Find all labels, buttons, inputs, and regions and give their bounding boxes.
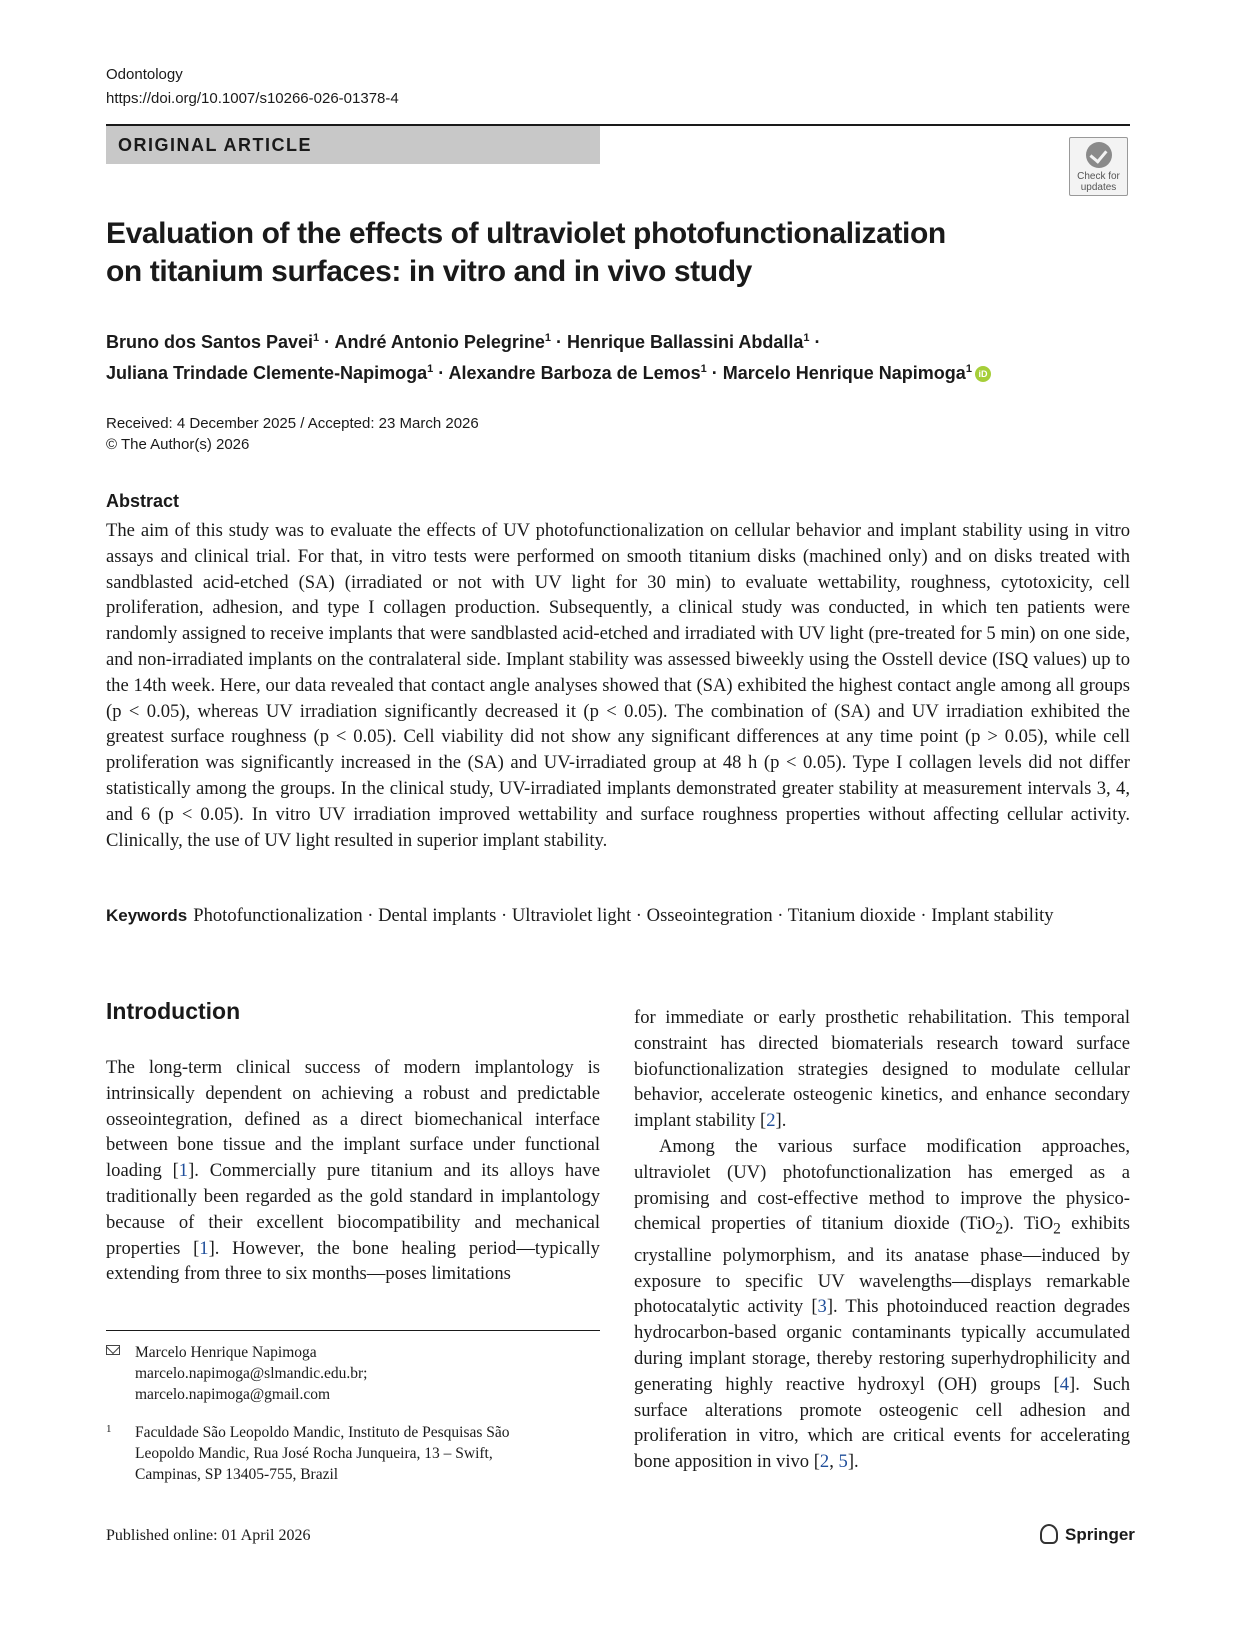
springer-horse-icon [1040,1524,1058,1544]
citation-link[interactable]: 3 [817,1296,827,1318]
affiliation-line: Leopoldo Mandic, Rua José Rocha Junqueira, 13 – Swift, [135,1445,493,1462]
keywords [106,903,1130,929]
author-name[interactable]: Alexandre Barboza de Lemos [448,363,701,383]
title-line-1: Evaluation of the effects of ultraviolet photofunctionalization [106,217,946,250]
author-affil-mark: 1 [313,332,320,344]
subscript: 2 [1053,1221,1061,1239]
author-affil-mark: 1 [544,332,551,344]
corresponding-author-name: Marcelo Henrique Napimoga [135,1344,317,1361]
author-list [106,325,1106,387]
orcid-icon[interactable]: iD [975,366,991,382]
badge-text-line1: Check for [1077,171,1120,182]
doi-link[interactable]: https://doi.org/10.1007/s10266-026-01378-4 [106,90,399,107]
text-run: ]. Commercially pure titanium and its alloys have traditionally been regarded as the gold standard in implantology because of their excellent biocompatibility and mechanical properties [ [106,1160,600,1259]
text-run: exhibits crystalline polymorphism, and its anatase phase—induced by exposure to specific UV wavelengths—displays remarkable photocatalytic activity [ [634,1213,1131,1318]
copyright-notice: © The Author(s) 2026 [106,436,250,453]
article-dates [106,413,479,455]
author-affil-mark: 1 [965,363,972,375]
corresponding-email-2[interactable]: marcelo.napimoga@gmail.com [135,1386,331,1403]
affiliation-number: 1 [106,1423,112,1435]
intro-paragraph-1 [106,1055,600,1287]
text-run: ]. This photoinduced reaction degrades hydrocarbon-based organic contaminants typically accumulated during implant storage, thereby restoring superhydrophilicity and generating highly reactive hydroxyl (OH) groups [ [634,1296,1130,1395]
author-affil-mark: 1 [803,332,810,344]
published-online-date: Published online: 01 April 2026 [106,1527,311,1544]
text-run: ]. [847,1451,859,1473]
author-separator: · [706,363,723,383]
citation-link[interactable]: 2 [766,1110,776,1132]
author-name[interactable]: Henrique Ballassini Abdalla [566,332,804,352]
publisher-logo [1040,1524,1135,1545]
keywords-list: Photofunctionalization · Dental implants · Ultraviolet light · Osseointegration · Titanium dioxide · Implant stability [193,905,1054,926]
author-name[interactable]: Juliana Trindade Clemente-Napimoga [106,363,428,383]
abstract-heading: Abstract [106,491,180,511]
text-run: , [829,1451,839,1473]
text-run: ). TiO [1003,1213,1054,1235]
introduction-heading: Introduction [106,998,241,1024]
text-run: ]. However, the bone healing period—typically extending from three to six months—poses limitations [106,1237,600,1285]
affiliation-line: Faculdade São Leopoldo Mandic, Instituto de Pesquisas São [135,1424,510,1441]
author-name[interactable]: Marcelo Henrique Napimoga [722,363,966,383]
text-run: Among the various surface modification approaches, ultraviolet (UV) photofunctionalization has emerged as a promising and cost-effective method to improve the physico-chemical properties of titanium dioxide (TiO [634,1135,1130,1235]
author-separator: · [433,363,449,383]
abstract-text: The aim of this study was to evaluate the effects of UV photofunctionalization on cellular behavior and implant stability using in vitro assays and clinical trial. For that, in vitro tests were performed on smooth titanium disks (machined only) and on disks treated with sandblasted acid-etched (SA) (irradiated or not with UV light for 30 min) to evaluate wettability, roughness, cytotoxicity, cell proliferation, adhesion, and type I collagen production. Subsequently, a clinical study was conducted, in which ten patients were randomly assigned to receive implants that were sandblasted acid-etched and irradiated with UV light (pre-treated for 5 min) on one side, and non-irradiated implants on the contralateral side. Implant stability was assessed biweekly using the Osstell device (ISQ values) up to the 14th week. Here, our data revealed that contact angle analyses showed that (SA) exhibited the highest contact angle among all groups (p < 0.05), whereas UV irradiation significantly decreased it (p < 0.05). The combination of (SA) and UV irradiation exhibited the greatest surface roughness (p < 0.05). Cell viability did not show any significant differences at any time point (p > 0.05), while cell proliferation was significantly increased in the (SA) and UV-irradiated group at 48 h (p < 0.05). Type I collagen levels did not differ statistically among the groups. In the clinical study, UV-irradiated implants demonstrated greater stability at measurement intervals 3, 4, and 6 (p < 0.05). In vitro UV irradiation improved wettability and surface roughness properties without affecting cellular activity. Clinically, the use of UV light resulted in superior implant stability. [106,520,1130,851]
corresponding-email-1[interactable]: marcelo.napimoga@slmandic.edu.br; [135,1365,368,1382]
publisher-name: Springer [1065,1525,1135,1544]
text-run: ]. [775,1110,787,1132]
text-run: for immediate or early prosthetic rehabilitation. This temporal constraint has directed biomaterials research toward surface biofunctionalization strategies designed to modulate cellular behavior, accelerate osteogenic kinetics, and enhance secondary implant stability [ [634,1007,1130,1132]
affiliation-line: Campinas, SP 13405-755, Brazil [135,1466,339,1483]
article-title [106,215,1006,291]
citation-link[interactable]: 5 [838,1451,848,1473]
intro-paragraph-2 [634,1134,1130,1475]
title-line-2: on titanium surfaces: in vitro and in vivo study [106,255,752,288]
correspondence-footnote [106,1342,600,1405]
author-affil-mark: 1 [427,363,434,375]
intro-right-column [634,1005,1130,1475]
citation-link[interactable]: 2 [819,1451,830,1473]
author-separator: · [319,332,335,352]
text-run: The long-term clinical success of modern implantology is intrinsically dependent on achieving a robust and predictable osseointegration, defined as a direct biomechanical interface between bone tissue and the implant surface under functional loading [ [106,1057,600,1182]
text-run: ]. Such surface alterations promote osteogenic cell adhesion and proliferation in vitro, which are critical events for accelerating bone apposition in vivo [ [634,1373,1130,1473]
check-updates-icon [1086,142,1112,168]
keywords-label: Keywords [106,906,188,925]
check-for-updates-badge[interactable] [1069,137,1128,196]
intro-paragraph-1-continued [634,1005,1130,1134]
citation-link[interactable]: 1 [178,1160,189,1182]
author-name[interactable]: Bruno dos Santos Pavei [106,332,314,352]
citation-link[interactable]: 1 [199,1237,209,1259]
badge-text-line2: updates [1080,182,1117,193]
envelope-icon [106,1345,120,1355]
author-separator: · [550,332,567,352]
author-name[interactable]: André Antonio Pelegrine [334,332,545,352]
citation-link[interactable]: 4 [1059,1373,1070,1395]
journal-name: Odontology [106,66,183,83]
author-affil-mark: 1 [700,363,707,375]
affiliation-footnote [106,1422,600,1485]
footnote-rule [106,1330,600,1331]
author-separator: · [809,332,821,352]
article-type-banner: ORIGINAL ARTICLE [106,126,600,164]
received-accepted-dates: Received: 4 December 2025 / Accepted: 23 March 2026 [106,415,479,432]
subscript: 2 [995,1221,1004,1239]
